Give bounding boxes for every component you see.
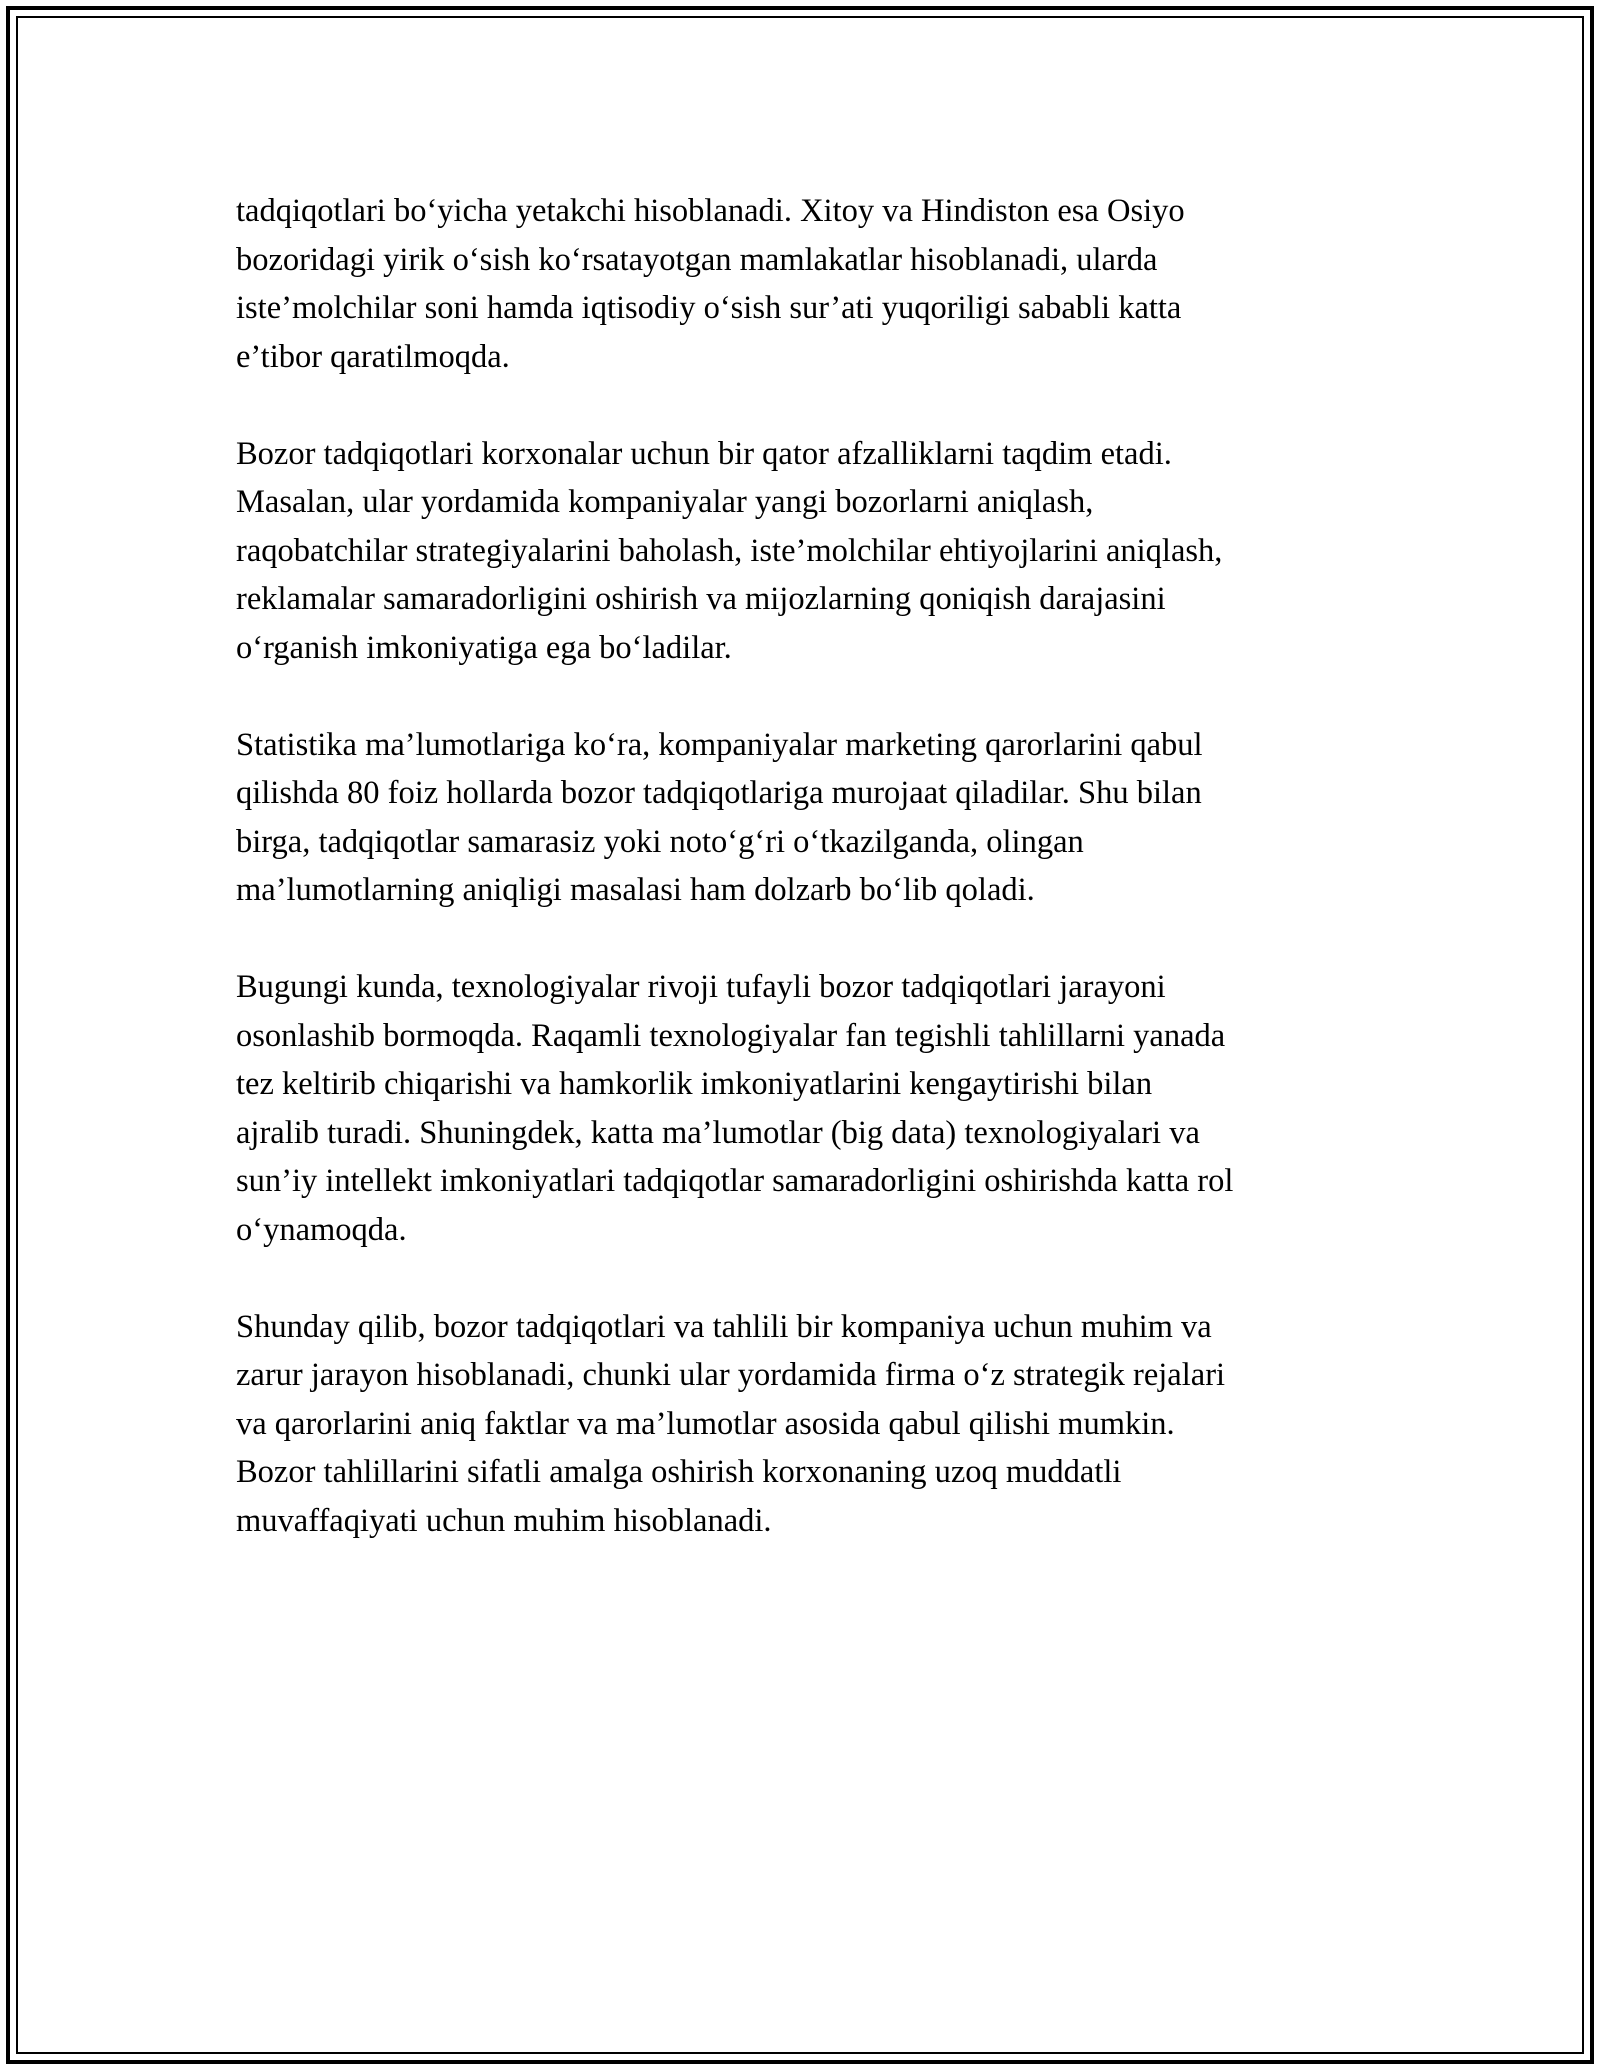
text-line: Bugungi kunda, texnologiyalar rivoji tufayli bozor tadqiqotlari jarayoni (236, 969, 1166, 1005)
text-line: tez keltirib chiqarishi va hamkorlik imkoniyatlarini kengaytirishi bilan (236, 1066, 1153, 1102)
text-line: Bozor tahlillarini sifatli amalga oshirish korxonaning uzoq muddatli (236, 1454, 1122, 1490)
text-line: zarur jarayon hisoblanadi, chunki ular yordamida firma o‘z strategik rejalari (236, 1357, 1226, 1393)
text-line: ma’lumotlarning aniqligi masalasi ham dolzarb bo‘lib qoladi. (236, 872, 1035, 908)
text-line: e’tibor qaratilmoqda. (236, 338, 510, 375)
paragraph-3 (236, 721, 1396, 915)
text-line: reklamalar samaradorligini oshirish va mijozlarning qoniqish darajasini (236, 581, 1166, 617)
text-line: osonlashib bormoqda. Raqamli texnologiyalar fan tegishli tahlillarni yanada (236, 1017, 1226, 1054)
text-line: Masalan, ular yordamida kompaniyalar yangi bozorlarni aniqlash, (236, 484, 1094, 520)
text-line: o‘rganish imkoniyatiga ega bo‘ladilar. (236, 629, 732, 666)
text-line: Statistika ma’lumotlariga ko‘ra, kompaniyalar marketing qarorlarini qabul (236, 726, 1203, 763)
paragraph-1 (236, 187, 1396, 381)
text-line: qilishda 80 foiz hollarda bozor tadqiqotlariga murojaat qiladilar. Shu bilan (236, 775, 1202, 811)
text-line: raqobatchilar strategiyalarini baholash, iste’molchilar ehtiyojlarini aniqlash, (236, 532, 1223, 569)
text-line: va qarorlarini aniq faktlar va ma’lumotlar asosida qabul qilishi mumkin. (236, 1405, 1175, 1442)
paragraph-4 (236, 963, 1396, 1254)
text-line: muvaffaqiyati uchun muhim hisoblanadi. (236, 1502, 772, 1539)
text-line: Shunday qilib, bozor tadqiqotlari va tahlili bir kompaniya uchun muhim va (236, 1308, 1212, 1345)
text-line: o‘ynamoqda. (236, 1211, 407, 1248)
text-line: tadqiqotlari bo‘yicha yetakchi hisoblanadi. Xitoy va Hindiston esa Osiyo (236, 193, 1185, 229)
text-line: ajralib turadi. Shuningdek, katta ma’lumotlar (big data) texnologiyalari va (236, 1114, 1200, 1151)
text-line: sun’iy intellekt imkoniyatlari tadqiqotlar samaradorligini oshirishda katta rol (236, 1163, 1234, 1199)
paragraph-5 (236, 1303, 1396, 1546)
text-line: iste’molchilar soni hamda iqtisodiy o‘sish sur’ati yuqoriligi sababli katta (236, 290, 1182, 326)
text-line: birga, tadqiqotlar samarasiz yoki noto‘g‘ri o‘tkazilganda, olingan (236, 823, 1084, 860)
text-line: bozoridagi yirik o‘sish ko‘rsatayotgan mamlakatlar hisoblanadi, ularda (236, 241, 1158, 278)
text-line: Bozor tadqiqotlari korxonalar uchun bir qator afzalliklarni taqdim etadi. (236, 435, 1172, 472)
document-body (236, 187, 1396, 1594)
paragraph-2 (236, 430, 1396, 673)
